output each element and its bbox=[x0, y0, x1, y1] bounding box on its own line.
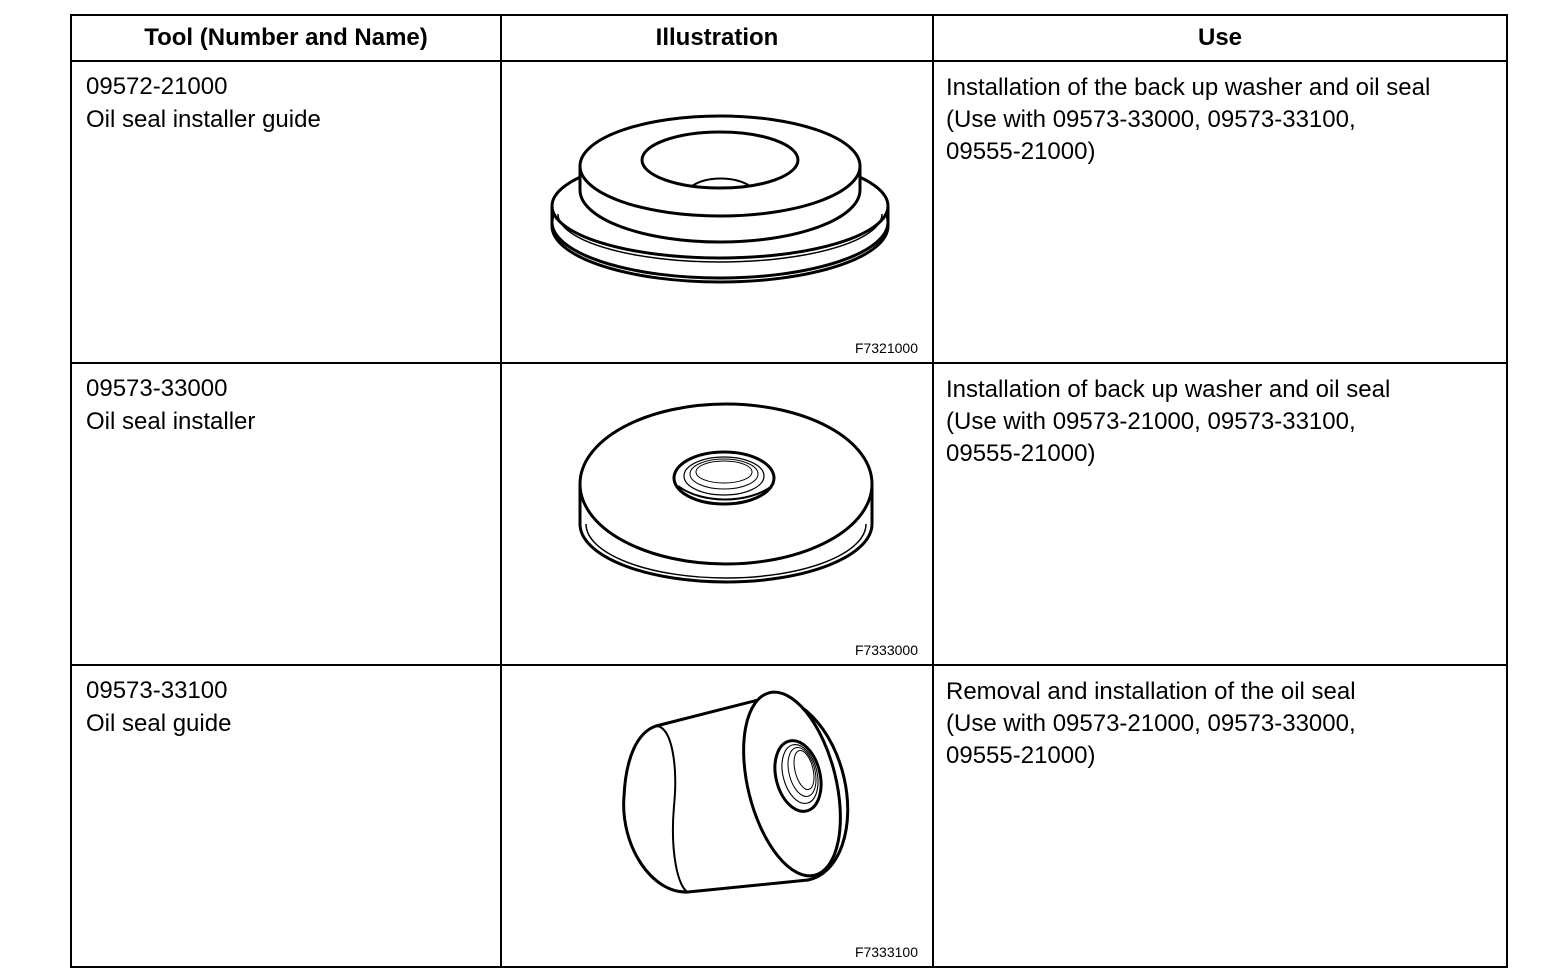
use-line: (Use with 09573-33000, 09573-33100, bbox=[946, 106, 1356, 133]
header-row bbox=[71, 15, 1507, 61]
use-line: 09555-21000) bbox=[946, 138, 1096, 165]
tool-name: Oil seal installer bbox=[86, 408, 256, 435]
oil-seal-installer-guide-icon bbox=[502, 62, 934, 352]
use-line: (Use with 09573-21000, 09573-33000, bbox=[946, 710, 1356, 737]
table-row bbox=[71, 61, 1507, 363]
header-tool: Tool (Number and Name) bbox=[71, 15, 501, 61]
tool-name: Oil seal installer guide bbox=[86, 106, 321, 133]
use-cell bbox=[933, 665, 1507, 967]
illustration-cell bbox=[501, 665, 933, 967]
illustration-cell bbox=[501, 61, 933, 363]
oil-seal-installer-icon bbox=[502, 364, 934, 654]
oil-seal-guide-icon bbox=[502, 666, 934, 956]
use-line: Installation of back up washer and oil seal bbox=[946, 376, 1391, 403]
use-line: Installation of the back up washer and oil seal bbox=[946, 74, 1431, 101]
special-tools-sheet bbox=[70, 14, 1506, 960]
figure-code: F7321000 bbox=[854, 340, 918, 356]
use-cell bbox=[933, 61, 1507, 363]
figure-code: F7333000 bbox=[854, 642, 918, 658]
tool-cell bbox=[71, 61, 501, 363]
special-tools-table bbox=[70, 14, 1508, 968]
tool-name: Oil seal guide bbox=[86, 710, 232, 737]
table-row bbox=[71, 363, 1507, 665]
header-use: Use bbox=[933, 15, 1507, 61]
header-illustration: Illustration bbox=[501, 15, 933, 61]
use-line: 09555-21000) bbox=[946, 742, 1096, 769]
tool-cell bbox=[71, 363, 501, 665]
table-row bbox=[71, 665, 1507, 967]
tool-number: 09573-33000 bbox=[86, 375, 228, 402]
figure-code: F7333100 bbox=[854, 944, 918, 960]
use-line: (Use with 09573-21000, 09573-33100, bbox=[946, 408, 1356, 435]
tool-number: 09572-21000 bbox=[86, 73, 228, 100]
use-line: 09555-21000) bbox=[946, 440, 1096, 467]
tool-number: 09573-33100 bbox=[86, 677, 228, 704]
use-cell bbox=[933, 363, 1507, 665]
tool-cell bbox=[71, 665, 501, 967]
illustration-cell bbox=[501, 363, 933, 665]
use-line: Removal and installation of the oil seal bbox=[946, 678, 1356, 705]
